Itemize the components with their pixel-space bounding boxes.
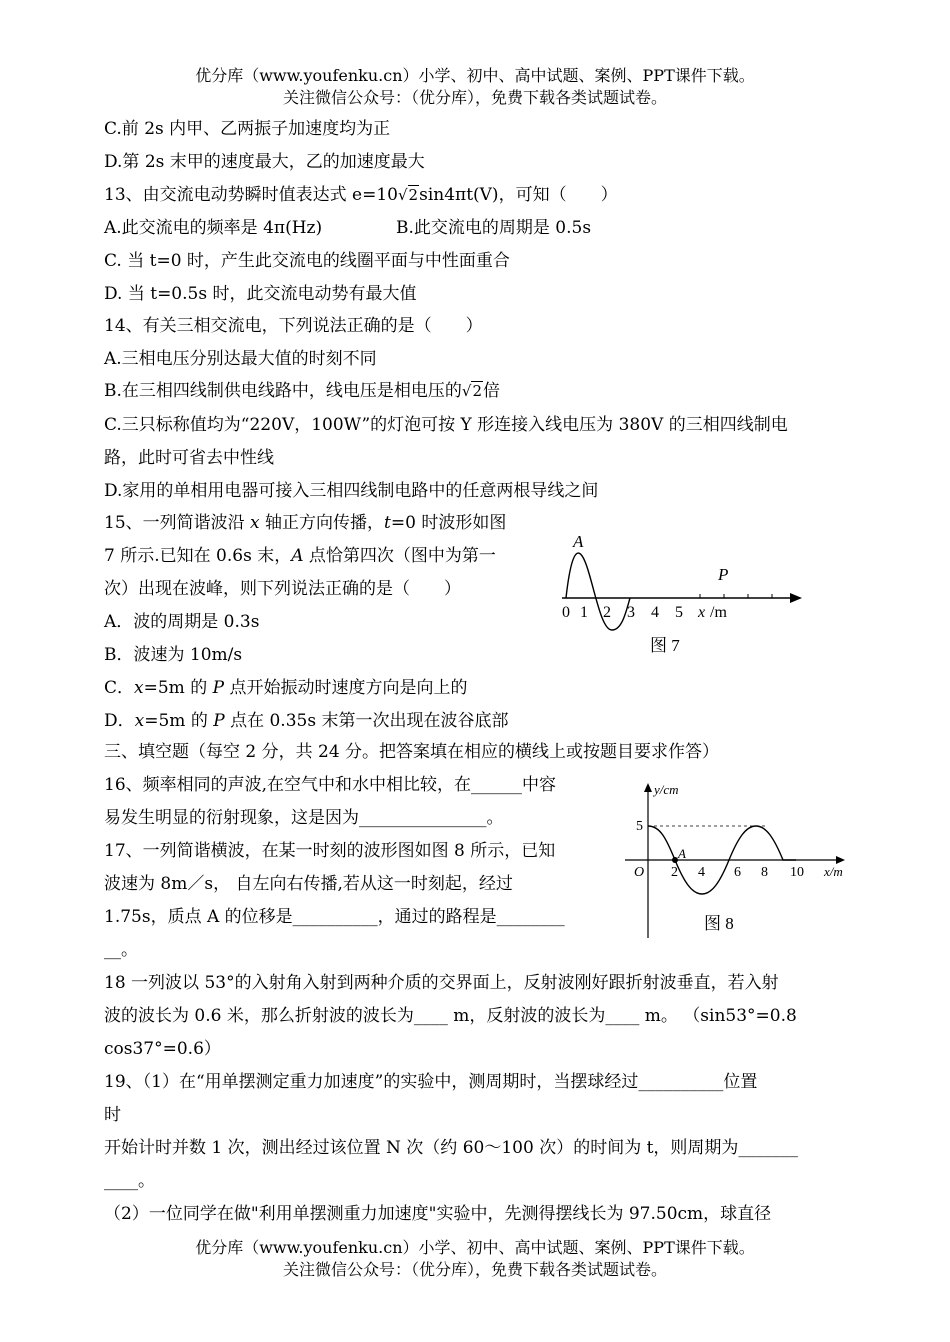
fig8-x-tick: 10	[790, 865, 804, 880]
q15-stem-line1: 15、一列简谐波沿 x 轴正方向传播，t=0 时波形如图	[104, 513, 507, 533]
fig8-origin: O	[634, 865, 645, 880]
q13-option-d: D. 当 t=0.5s 时，此交流电动势有最大值	[104, 284, 417, 304]
q13-option-c: C. 当 t=0 时，产生此交流电的线圈平面与中性面重合	[104, 251, 510, 271]
q19-line5: （2）一位同学在做"利用单摆测重力加速度"实验中，先测得摆线长为 97.50cm，球直径	[104, 1204, 772, 1224]
q14-option-a: A.三相电压分别达最大值的时刻不同	[104, 349, 377, 369]
fig7-wave	[566, 553, 630, 630]
q14-stem: 14、有关三相交流电，下列说法正确的是（ ）	[104, 316, 483, 336]
q19-line2: 时	[104, 1105, 121, 1125]
q19-line1: 19、（1）在“用单摆测定重力加速度”的实验中，测周期时，当摆球经过__________位置	[104, 1072, 758, 1092]
fig7-arrow	[790, 593, 802, 603]
fig7-axis-unit: /m	[710, 604, 727, 621]
q14-option-b-text: B.在三相四线制供电线路中，线电压是相电压的	[104, 381, 462, 401]
q18-line1: 18 一列波以 53°的入射角入射到两种介质的交界面上，反射波刚好跟折射波垂直，若入射	[104, 973, 779, 993]
q14-option-c-line1: C.三只标称值均为“220V，100W”的灯泡可按 Y 形连接入线电压为 380V 的三相四线制电	[104, 415, 788, 435]
q16-line1: 16、频率相同的声波,在空气中和水中相比较，在______中容	[104, 775, 557, 795]
fig8-x-arrow	[836, 856, 845, 864]
header-line-2: 关注微信公众号：（优分库），免费下载各类试题试卷。	[282, 88, 667, 107]
fig7-caption: 图 7	[650, 636, 680, 655]
fig7-label-A: A	[573, 532, 584, 551]
sqrt-symbol: √2	[461, 382, 483, 400]
q15-stem-line3: 次）出现在波峰，则下列说法正确的是（ ）	[104, 579, 461, 599]
fig8-x-tick: 2	[671, 865, 678, 880]
q14-option-b	[104, 380, 500, 402]
fig8-x-tick: 4	[698, 865, 705, 880]
fig8-x-tick: 8	[761, 865, 768, 880]
q18-line2: 波的波长为 0.6 米，那么折射波的波长为____ m，反射波的波长为____ m。 （sin53°=0.8	[104, 1006, 797, 1026]
fig8-point-label: A	[678, 846, 686, 861]
q19-line3: 开始计时并数 1 次，测出经过该位置 N 次（约 60～100 次）的时间为 t，则周期为_______	[104, 1138, 798, 1158]
figure-7-svg	[550, 530, 810, 660]
fig7-tick-label: 0	[562, 604, 570, 621]
fig8-y-axis-label: y/cm	[654, 782, 679, 797]
q14-option-c-line2: 路，此时可省去中性线	[104, 448, 274, 468]
header-line-1: 优分库（www.youfenku.cn）小学、初中、高中试题、案例、PPT课件下载。	[195, 66, 755, 85]
fig8-caption: 图 8	[704, 914, 734, 933]
q15-option-c: C．x=5m 的 P 点开始振动时速度方向是向上的	[104, 678, 468, 698]
fig7-tick-label: 3	[627, 604, 635, 621]
q12-option-c: C.前 2s 内甲、乙两振子加速度均为正	[104, 119, 391, 139]
q13-option-a: A.此交流电的频率是 4π(Hz)	[104, 218, 323, 238]
figure-8-svg	[620, 778, 860, 943]
figure-8	[620, 778, 860, 943]
footer-line-2: 关注微信公众号：（优分库），免费下载各类试题试卷。	[282, 1260, 667, 1279]
fig7-tick-label: 4	[651, 604, 659, 621]
q13-stem-b: sin4πt(V)，可知（ ）	[419, 185, 618, 205]
fig7-tick-label: 1	[580, 604, 588, 621]
fig8-y-tick: 5	[636, 819, 643, 834]
q15-option-b: B．波速为 10m/s	[104, 645, 243, 665]
fig7-tick-label: 5	[675, 604, 683, 621]
q12-option-d: D.第 2s 末甲的速度最大，乙的加速度最大	[104, 152, 425, 172]
footer-line-1: 优分库（www.youfenku.cn）小学、初中、高中试题、案例、PPT课件下载。	[195, 1238, 755, 1257]
q13-stem-a: 13、由交流电动势瞬时值表达式 e=10	[104, 185, 398, 205]
q15-option-a: A．波的周期是 0.3s	[104, 612, 260, 632]
fig8-x-tick: 6	[734, 865, 741, 880]
section-3-heading: 三、填空题（每空 2 分，共 24 分。把答案填在相应的横线上或按题目要求作答）	[104, 742, 720, 762]
fig8-x-axis-label: x/m	[824, 864, 843, 879]
q14-option-b-end: 倍	[483, 381, 501, 401]
figure-7	[550, 530, 810, 660]
q18-line3: cos37°=0.6）	[104, 1039, 221, 1059]
fig7-axis-x: x	[698, 604, 706, 621]
fig7-label-P: P	[718, 565, 729, 584]
q17-line1: 17、一列简谐横波，在某一时刻的波形图如图 8 所示，已知	[104, 841, 556, 861]
q15-option-d: D．x=5m 的 P 点在 0.35s 末第一次出现在波谷底部	[104, 711, 509, 731]
q14-option-d: D.家用的单相用电器可接入三相四线制电路中的任意两根导线之间	[104, 481, 599, 501]
q16-line2: 易发生明显的衍射现象，这是因为_______________。	[104, 808, 504, 828]
q13-stem	[104, 184, 618, 206]
fig7-tick-label: 2	[603, 604, 611, 621]
q17-line3: 1.75s，质点 A 的位移是__________，通过的路程是________	[104, 907, 565, 927]
fig8-y-arrow	[644, 783, 652, 792]
q17-line4: __。	[104, 940, 138, 960]
q13-option-b: B.此交流电的周期是 0.5s	[396, 218, 592, 238]
sqrt-symbol: √2	[397, 186, 419, 204]
q19-line4: ____。	[104, 1171, 155, 1191]
q15-stem-line2: 7 所示.已知在 0.6s 末，A 点恰第四次（图中为第一	[104, 546, 496, 566]
q17-line2: 波速为 8m／s， 自左向右传播,若从这一时刻起，经过	[104, 874, 513, 894]
